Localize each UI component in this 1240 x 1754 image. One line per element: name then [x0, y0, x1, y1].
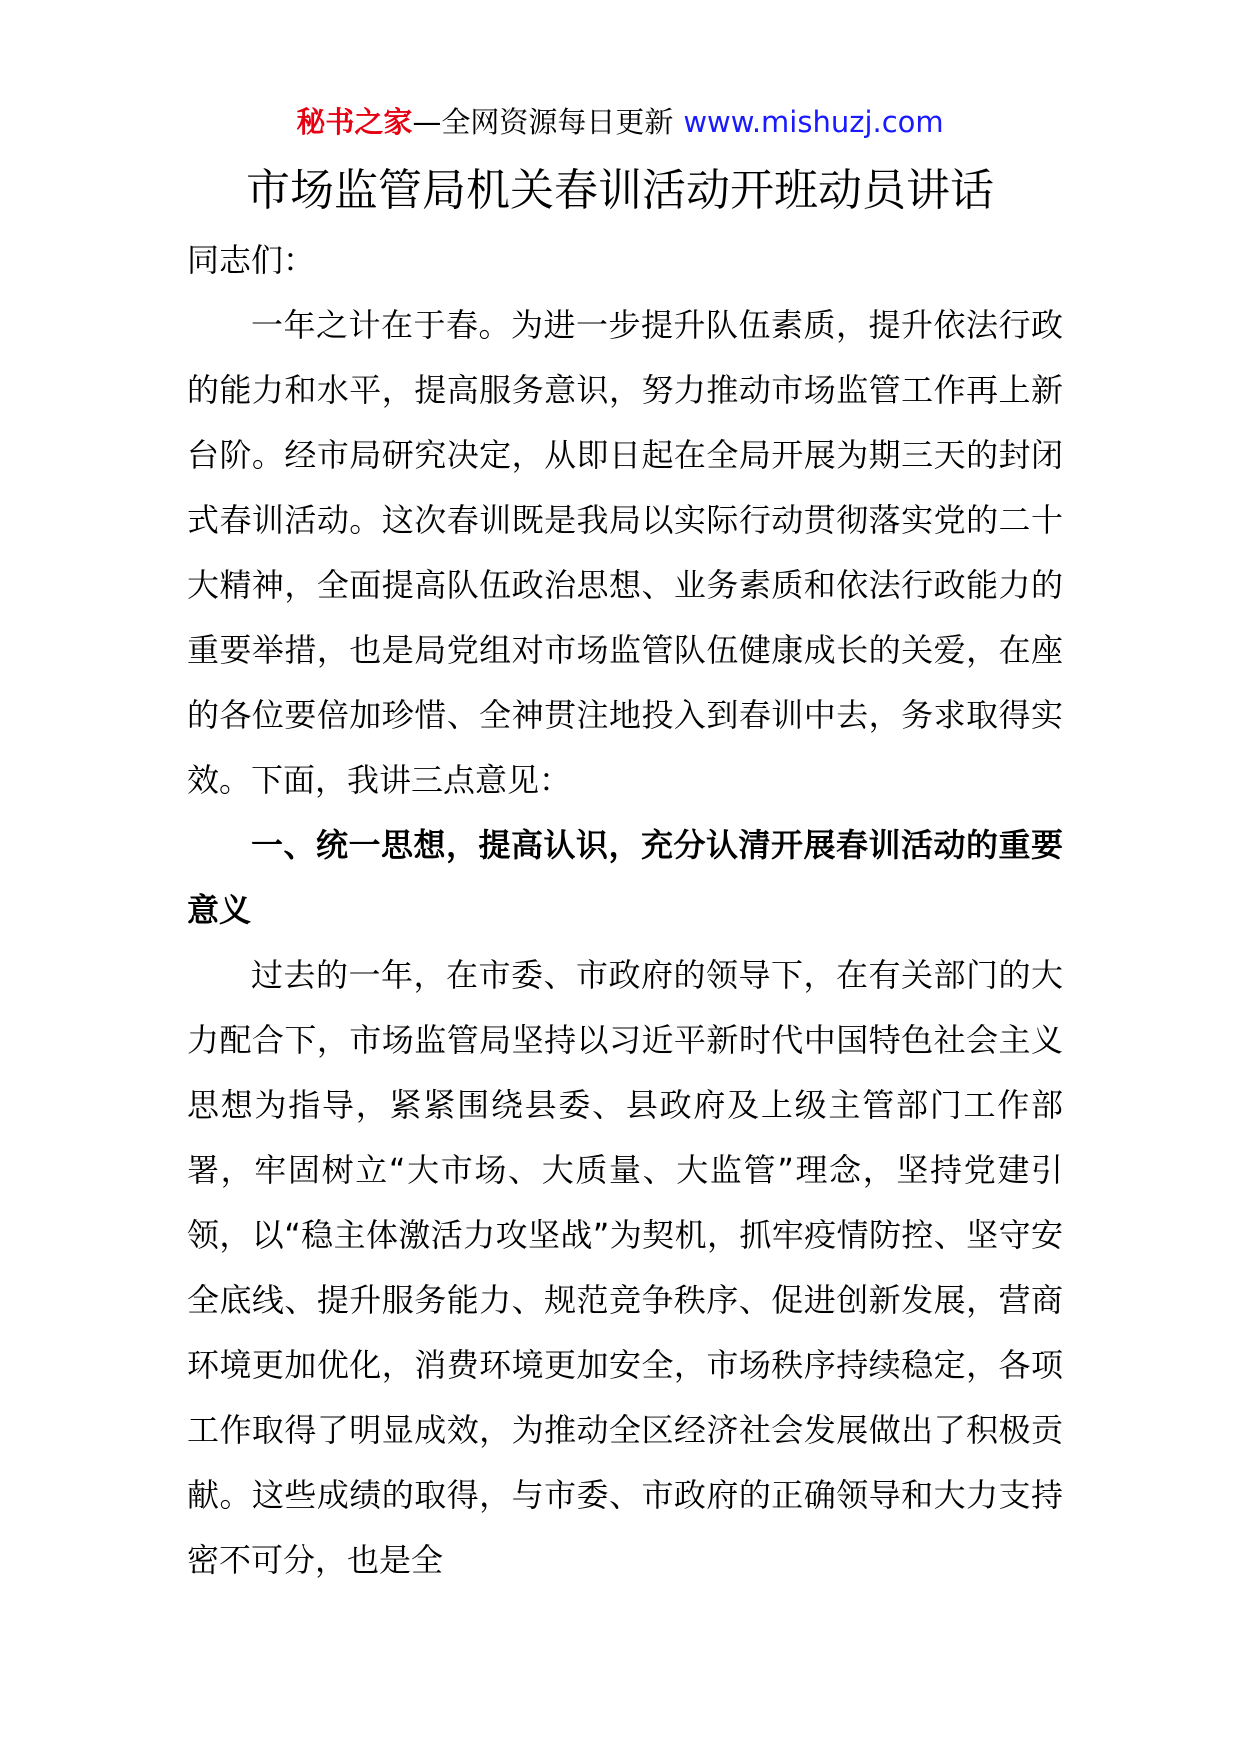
- document-title: 市场监管局机关春训活动开班动员讲话: [246, 165, 994, 216]
- section-heading-1: 一、统一思想，提高认识，充分认清开展春训活动的重要意义: [187, 826, 1063, 929]
- site-header: [0, 100, 1240, 144]
- brand-name: 秘书之家: [296, 105, 413, 139]
- site-url-link[interactable]: www.mishuzj.com: [683, 105, 944, 139]
- header-tagline: —全网资源每日更新: [412, 105, 674, 139]
- paragraph-intro: 一年之计在于春。为进一步提升队伍素质，提升依法行政的能力和水平，提高服务意识，努力推动市场监管工作再上新台阶。经市局研究决定，从即日起在全局开展为期三天的封闭式春训活动。这次春训既是我局以实际行动贯彻落实党的二十大精神，全面提高队伍政治思想、业务素质和依法行政能力的重要举措，也是局党组对市场监管队伍健康成长的关爱，在座的各位要倍加珍惜、全神贯注地投入到春训中去，务求取得实效。下面，我讲三点意见：: [187, 306, 1063, 799]
- document-body: [187, 228, 1063, 1593]
- paragraph-review: 过去的一年，在市委、市政府的领导下，在有关部门的大力配合下，市场监管局坚持以习近平新时代中国特色社会主义思想为指导，紧紧围绕县委、县政府及上级主管部门工作部署，牢固树立“大市场、大质量、大监管”理念，坚持党建引领，以“稳主体激活力攻坚战”为契机，抓牢疫情防控、坚守安全底线、提升服务能力、规范竞争秩序、促进创新发展，营商环境更加优化，消费环境更加安全，市场秩序持续稳定，各项工作取得了明显成效，为推动全区经济社会发展做出了积极贡献。这些成绩的取得，与市委、市政府的正确领导和大力支持密不可分，也是全: [187, 956, 1063, 1579]
- salutation: 同志们：: [187, 241, 316, 279]
